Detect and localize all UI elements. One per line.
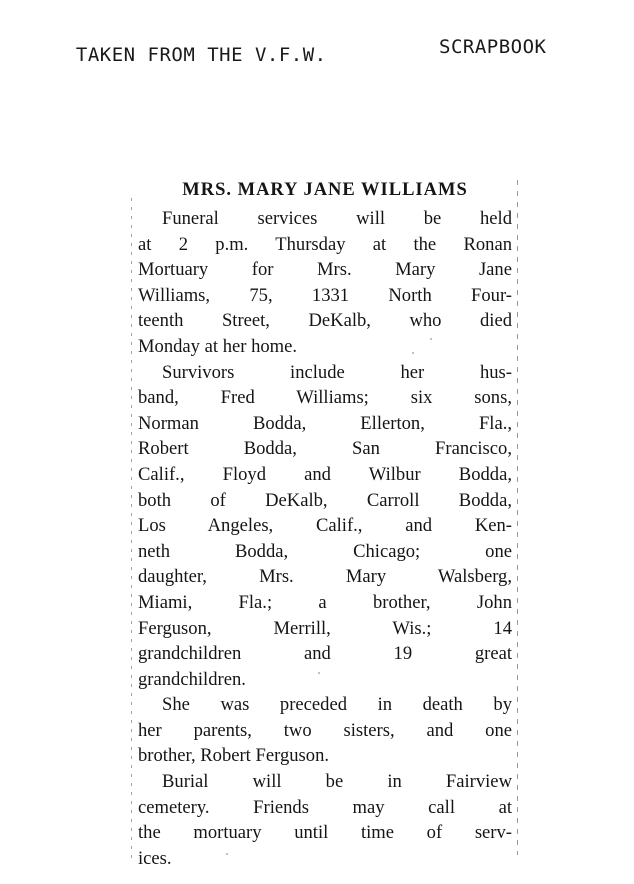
obituary-paragraph <box>138 360 512 693</box>
obituary-paragraph <box>138 769 512 871</box>
obituary-line: Robert Bodda, San Francisco, <box>138 438 512 460</box>
obituary-body <box>138 206 512 871</box>
obituary-line: Los Angeles, Calif., and Ken- <box>138 515 512 537</box>
obituary-paragraph <box>138 692 512 769</box>
obituary-line: Calif., Floyd and Wilbur Bodda, <box>138 463 512 485</box>
obituary-line: both of DeKalb, Carroll Bodda, <box>138 489 512 511</box>
obituary-line: neth Bodda, Chicago; one <box>138 540 512 562</box>
obituary-line: ices. <box>138 847 172 869</box>
print-speck <box>318 672 320 674</box>
obituary-line: cemetery. Friends may call at <box>138 796 512 818</box>
obituary-clipping <box>138 172 512 871</box>
obituary-line: the mortuary until time of serv- <box>138 822 512 844</box>
obituary-line: teenth Street, DeKalb, who died <box>138 310 512 332</box>
obituary-line: her parents, two sisters, and one <box>138 719 512 741</box>
header-label-scrapbook: SCRAPBOOK <box>439 36 547 58</box>
obituary-line: daughter, Mrs. Mary Walsberg, <box>138 566 512 588</box>
obituary-line: Survivors include her hus- <box>162 361 512 383</box>
header-label-source: TAKEN FROM THE V.F.W. <box>75 44 327 66</box>
obituary-paragraph <box>138 206 512 360</box>
obituary-line: grandchildren. <box>138 668 246 690</box>
obituary-line: Miami, Fla.; a brother, John <box>138 591 512 613</box>
print-speck <box>412 352 414 354</box>
clipping-left-edge <box>131 198 132 858</box>
obituary-line: brother, Robert Ferguson. <box>138 745 330 767</box>
obituary-line: at 2 p.m. Thursday at the Ronan <box>138 233 512 255</box>
obituary-line: Funeral services will be held <box>162 208 512 229</box>
obituary-line: Monday at her home. <box>138 335 298 357</box>
obituary-line: Ferguson, Merrill, Wis.; 14 <box>138 617 512 639</box>
obituary-line: Mortuary for Mrs. Mary Jane <box>138 259 512 281</box>
obituary-line: She was preceded in death by <box>162 694 512 716</box>
obituary-line: Williams, 75, 1331 North Four- <box>138 284 512 306</box>
obituary-line: grandchildren and 19 great <box>138 643 512 665</box>
print-speck <box>430 338 432 340</box>
obituary-line: Norman Bodda, Ellerton, Fla., <box>138 412 512 434</box>
scrapbook-header <box>52 22 612 88</box>
print-speck <box>226 853 228 855</box>
obituary-line: band, Fred Williams; six sons, <box>138 387 512 409</box>
obituary-title: MRS. MARY JANE WILLIAMS <box>182 180 468 200</box>
clipping-right-edge <box>517 180 518 855</box>
obituary-line: Burial will be in Fairview <box>162 771 512 793</box>
